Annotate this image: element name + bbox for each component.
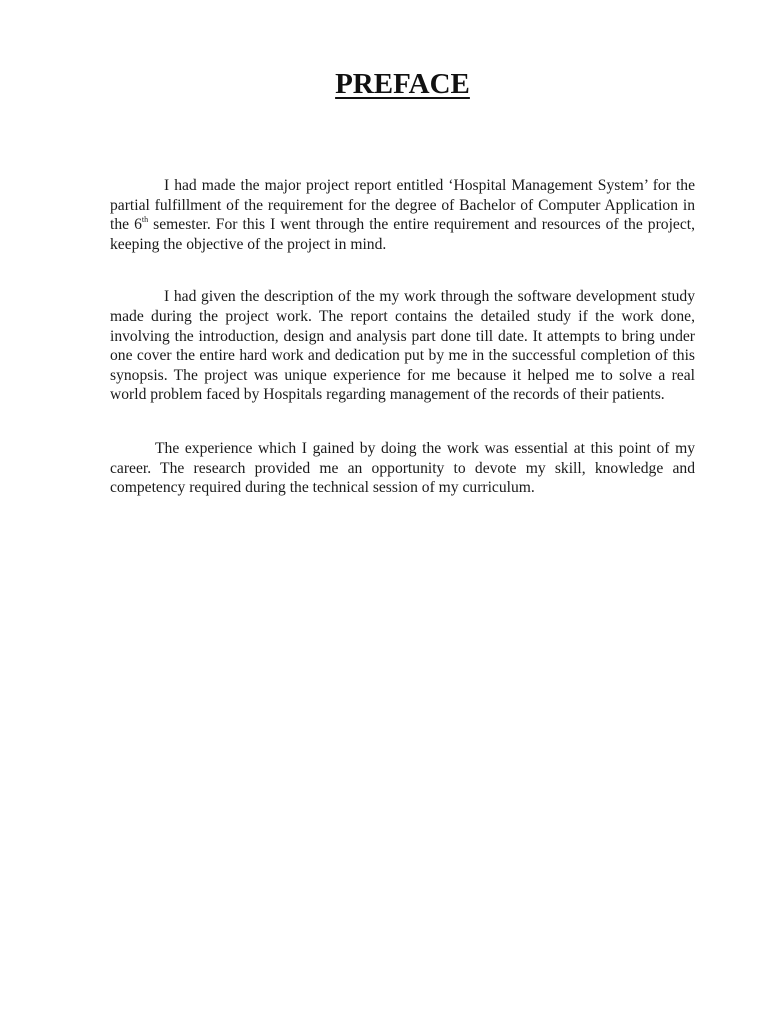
paragraph-1 <box>110 176 695 254</box>
document-body <box>110 176 695 498</box>
ordinal-suffix: th <box>141 215 149 225</box>
paragraph-1-text: I had made the major project report entitled ‘Hospital Management System’ for the partial fulfillment of the requirement for the degree of Bachelor of Computer Application in the 6 <box>110 177 695 234</box>
page-title: PREFACE <box>335 68 470 100</box>
paragraph-2: I had given the description of the my work through the software development study made during the project work. The report contains the detailed study if the work done, involving the introduction, design and analysis part done till date. It attempts to bring under one cover the entire hard work and dedication put by me in the successful completion of this synopsis. The project was unique experience for me because it helped me to solve a real world problem faced by Hospitals regarding management of the records of their patients. <box>110 288 695 404</box>
paragraph-3: The experience which I gained by doing the work was essential at this point of my career. The research provided me an opportunity to devote my skill, knowledge and competency required during the technical session of my curriculum. <box>110 439 695 497</box>
paragraph-1-text-continued: semester. For this I went through the entire requirement and resources of the project, keeping the objective of the project in mind. <box>110 216 695 253</box>
